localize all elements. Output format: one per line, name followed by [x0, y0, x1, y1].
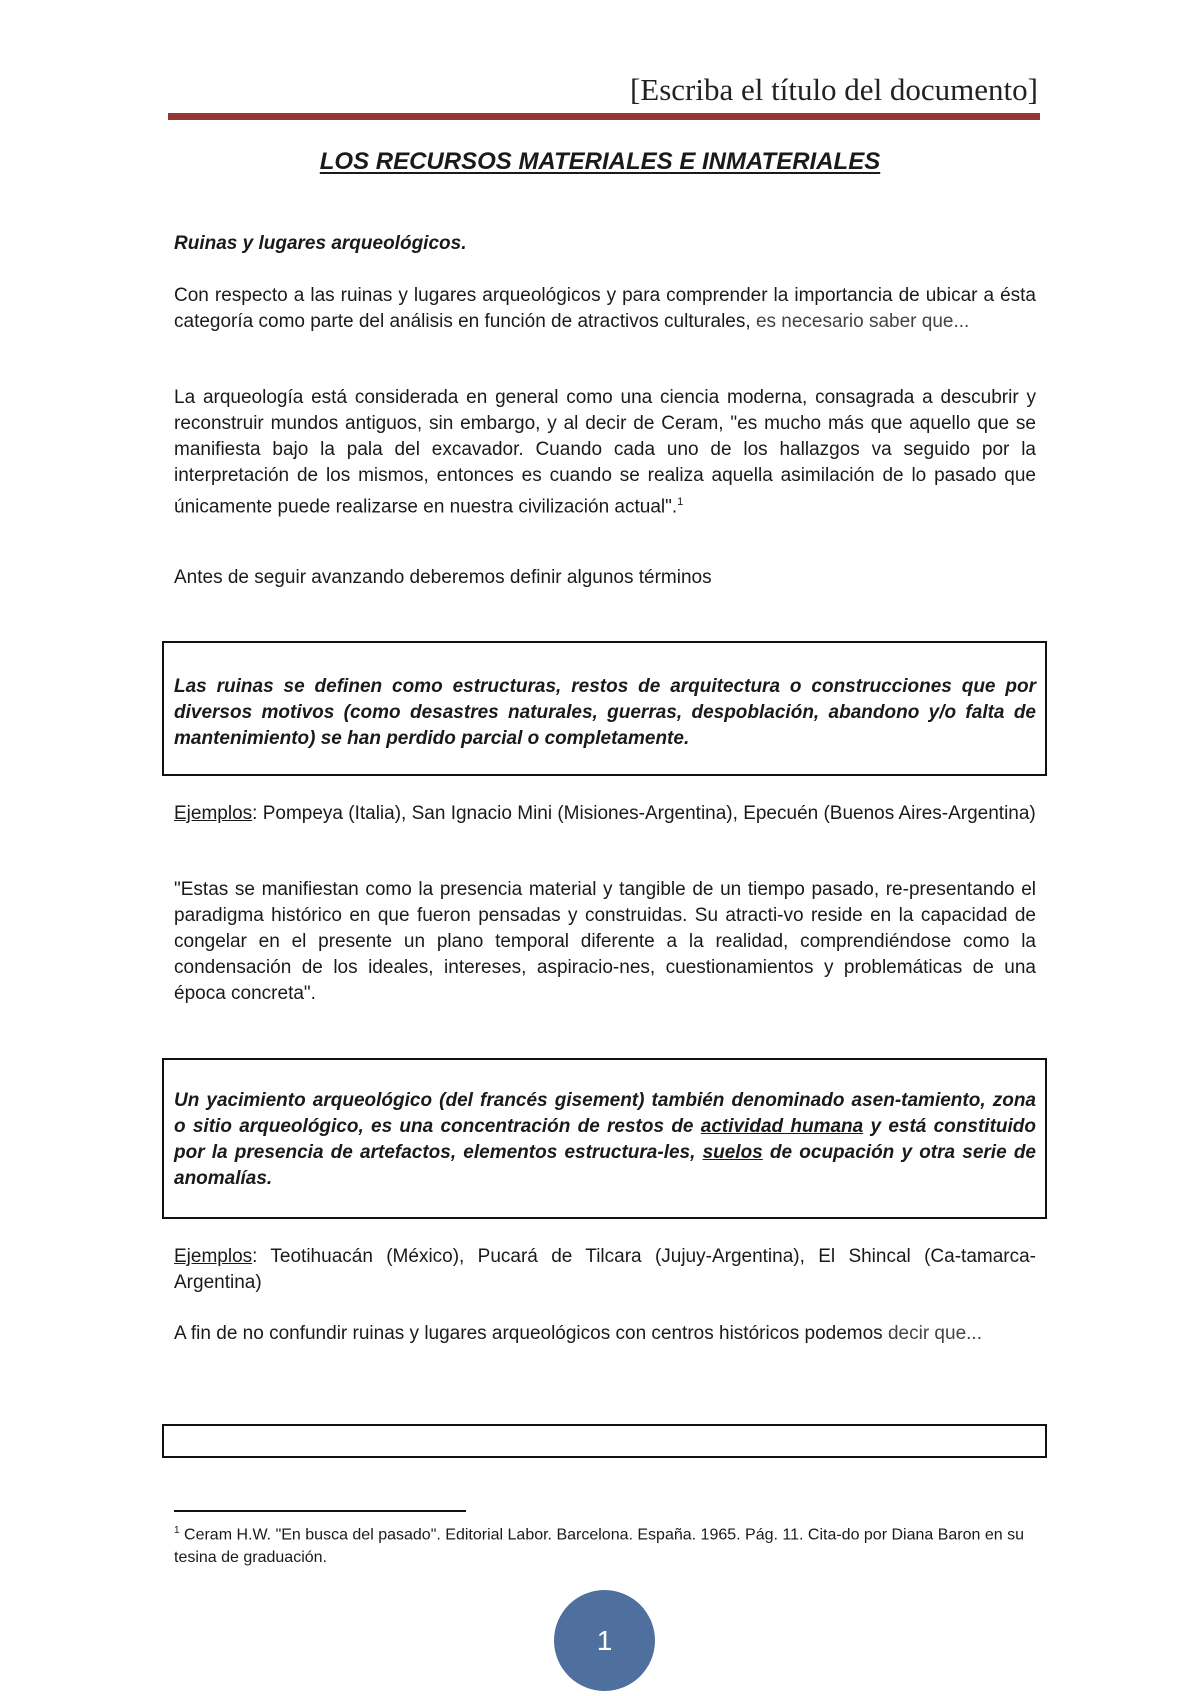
document-title: LOS RECURSOS MATERIALES E INMATERIALES	[319, 148, 881, 175]
arqueologia-paragraph	[174, 385, 1036, 520]
suelos-link[interactable]: suelos	[702, 1142, 763, 1163]
ejemplos-ruinas-label: Ejemplos	[174, 803, 253, 824]
ejemplos-yacimiento-paragraph	[174, 1244, 1036, 1296]
ejemplos-yacimiento-label: Ejemplos	[174, 1246, 253, 1267]
footnote-text: Ceram H.W. "En busca del pasado". Editorial Labor. Barcelona. España. 1965. Pág. 11. Cita-do por Diana Baron en su tesina de graduación.	[174, 1526, 1025, 1567]
intro-main: Con respecto a las ruinas y lugares arqueológicos y para comprender la importancia de ubicar a ésta categoría como parte del análisis en función de atractivos culturales,	[174, 285, 1036, 332]
quote-paragraph: "Estas se manifiestan como la presencia material y tangible de un tiempo pasado, re-presentando el paradigma histórico en que fueron pensadas y construidas. Su atracti-vo reside en la capacidad de congelar en el presente un plano temporal diferente a la realidad, comprendiéndose como la condensación de los ideales, intereses, aspiracio-nes, cuestionamientos y problemáticas de una época concreta".	[174, 879, 1036, 1004]
footnote	[174, 1519, 1036, 1569]
section-subheading: Ruinas y lugares arqueológicos.	[174, 233, 467, 254]
fin-paragraph	[174, 1321, 1036, 1347]
yacimiento-part2: y está constituido por la presencia de artefactos, elementos estructura-les,	[174, 1116, 1036, 1163]
header-rule	[168, 113, 1040, 120]
definition-yacimiento-text	[174, 1088, 1036, 1192]
definition-box-ruinas	[162, 641, 1047, 776]
ejemplos-ruinas-text: : Pompeya (Italia), San Ignacio Mini (Misiones-Argentina), Epecuén (Buenos Aires-Argentina)	[252, 803, 1036, 824]
footnote-number: 1	[174, 1525, 180, 1536]
footnote-rule	[174, 1510, 466, 1512]
fin-tail: decir que...	[887, 1323, 982, 1344]
intro-paragraph	[174, 283, 1036, 335]
ejemplos-ruinas-paragraph	[174, 801, 1036, 827]
ejemplos-yacimiento-text: : Teotihuacán (México), Pucará de Tilcara (Jujuy-Argentina), El Shincal (Ca-tamarca-Argentina)	[174, 1246, 1036, 1293]
header-title: [Escriba el título del documento]	[629, 72, 1038, 107]
arqueologia-text: La arqueología está considerada en general como una ciencia moderna, consagrada a descubrir y reconstruir mundos antiguos, sin embargo, y al decir de Ceram, "es mucho más que aquello que se manifiesta bajo la pala del excavador. Cuando cada uno de los hallazgos va seguido por la interpretación de los mismos, entonces es cuando se realiza aquella asimilación de lo pasado que únicamente puede realizarse en nuestra civilización actual".	[174, 387, 1036, 518]
intro-tail: es necesario saber que...	[755, 311, 970, 332]
yacimiento-part3: de ocupación y otra serie de anomalías.	[174, 1142, 1036, 1189]
empty-box	[162, 1424, 1047, 1458]
fin-main: A fin de no confundir ruinas y lugares arqueológicos con centros históricos podemos	[174, 1323, 883, 1344]
actividad-humana-link[interactable]: actividad humana	[700, 1116, 864, 1137]
antes-paragraph: Antes de seguir avanzando deberemos definir algunos términos	[174, 567, 712, 588]
yacimiento-part1: Un yacimiento arqueológico (del francés gisement) también denominado asen-tamiento, zona o sitio arqueológico, es una concentración de restos de	[174, 1090, 1036, 1137]
definition-ruinas-text: Las ruinas se definen como estructuras, restos de arquitectura o construcciones que por diversos motivos (como desastres naturales, guerras, despoblación, abandono y/o falta de mantenimiento) se han perdido parcial o completamente.	[174, 676, 1036, 749]
page-number-badge: 1	[554, 1590, 655, 1691]
footnote-reference: 1	[677, 496, 684, 508]
definition-box-yacimiento	[162, 1058, 1047, 1219]
